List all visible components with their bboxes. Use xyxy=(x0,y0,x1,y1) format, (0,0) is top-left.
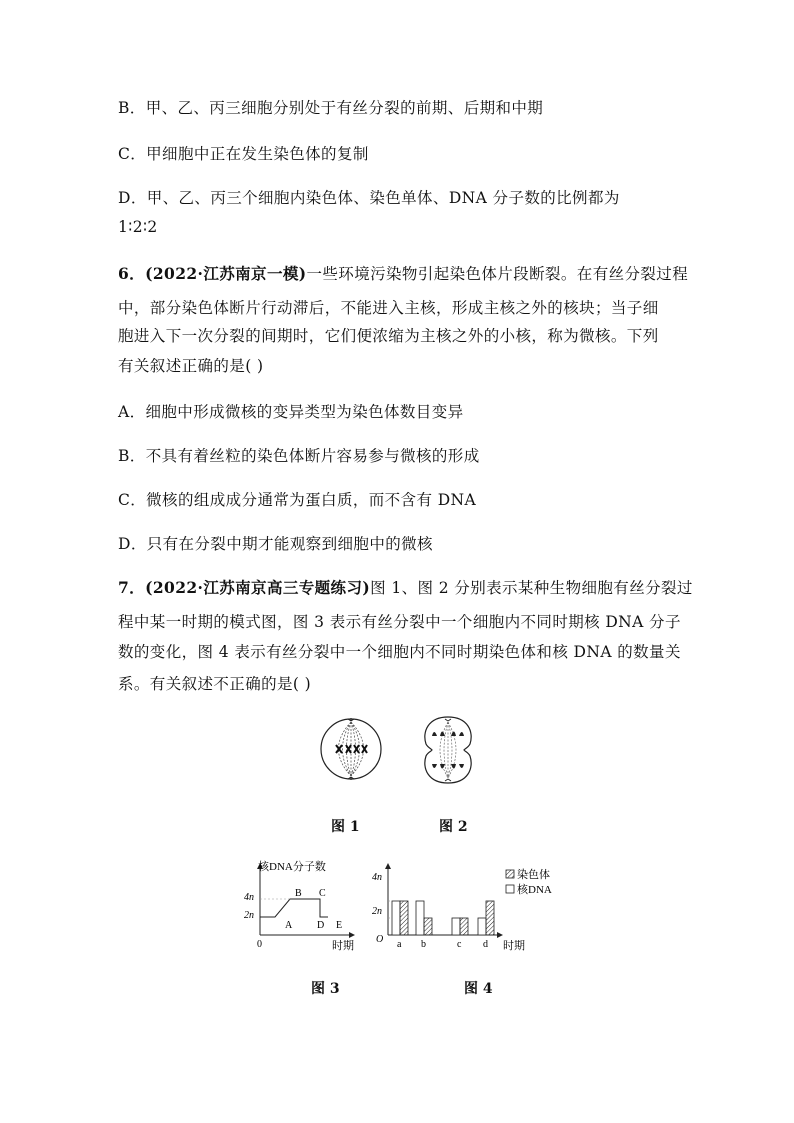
q6-stem-line1 xyxy=(118,262,688,284)
q7-stem-line1 xyxy=(118,576,693,598)
fig3-origin: 0 xyxy=(257,939,262,950)
q6-option-d: D．只有在分裂中期才能观察到细胞中的微核 xyxy=(118,535,433,553)
fig3-point-label-c: C xyxy=(319,888,326,899)
q6-stem-line4: 有关叙述正确的是( ) xyxy=(118,357,264,375)
q7-stem-line3: 数的变化，图 4 表示有丝分裂中一个细胞内不同时期染色体和核 DNA 的数量关 xyxy=(118,643,681,661)
fig3-series-group xyxy=(260,888,342,931)
q7-stem-line4: 系。有关叙述不正确的是( ) xyxy=(118,675,312,693)
q6-option-a: A．细胞中形成微核的变异类型为染色体数目变异 xyxy=(118,403,464,421)
fig4-legend xyxy=(506,867,552,896)
fig4-bar-dna-c xyxy=(452,918,460,935)
fig3-point-label-e: E xyxy=(336,920,343,931)
fig4-bar-dna-a xyxy=(392,901,400,935)
fig4-xtick-a: a xyxy=(397,939,402,950)
fig4-bar-dna-b xyxy=(416,901,424,935)
q5-option-b: B．甲、乙、丙三细胞分别处于有丝分裂的前期、后期和中期 xyxy=(118,99,544,117)
fig3-ytick-4n: 4n xyxy=(244,892,254,903)
fig4-ytick-4n: 4n xyxy=(372,872,382,883)
fig3-ylabel: 核DNA分子数 xyxy=(258,861,326,873)
fig4-bar-chromosome-c xyxy=(460,918,468,935)
fig3-xlabel: 时期 xyxy=(332,940,354,952)
fig3-point-label-b: B xyxy=(295,888,302,899)
fig3-point-label-a: A xyxy=(285,920,293,931)
fig3-point-label-d: D xyxy=(317,920,325,931)
q6-stem-line3: 胞进入下一次分裂的间期时，它们便浓缩为主核之外的小核，称为微核。下列 xyxy=(118,327,659,345)
legend-label-chromosome: 染色体 xyxy=(517,869,550,881)
fig4-origin: O xyxy=(376,934,384,945)
figure-1-caption: 图 1 xyxy=(331,819,360,835)
fig3-ytick-2n: 2n xyxy=(244,910,254,921)
fig3-line xyxy=(260,899,328,917)
fig4-xtick-d: d xyxy=(483,939,488,950)
fig4-bar-chromosome-b xyxy=(424,918,432,935)
fig4-bar-chromosome-a xyxy=(400,901,408,935)
fig4-ytick-2n: 2n xyxy=(372,906,382,917)
legend-swatch-dna xyxy=(506,885,514,893)
q6-option-c: C．微核的组成成分通常为蛋白质，而不含有 DNA xyxy=(118,491,477,509)
figure-4-caption: 图 4 xyxy=(464,981,493,997)
figure-1-cell-diagram xyxy=(318,716,384,782)
q6-source: 6．(2022·江苏南京一模) xyxy=(118,264,307,283)
q6-stem-text1: 一些环境污染物引起染色体片段断裂。在有丝分裂过程 xyxy=(306,265,689,283)
q5-option-c: C．甲细胞中正在发生染色体的复制 xyxy=(118,145,369,163)
q6-stem-line2: 中，部分染色体断片行动滞后，不能进入主核，形成主核之外的核块；当子细 xyxy=(118,299,659,317)
figure-2-cell-diagram xyxy=(418,714,478,786)
fig4-xtick-c: c xyxy=(457,939,462,950)
fig4-bar-dna-d xyxy=(478,918,486,935)
q6-option-b: B．不具有着丝粒的染色体断片容易参与微核的形成 xyxy=(118,447,480,465)
legend-swatch-chromosome xyxy=(506,870,514,878)
figure-2-caption: 图 2 xyxy=(439,819,468,835)
figure-3-line-chart xyxy=(240,858,360,958)
figure-4-bar-chart xyxy=(370,858,570,958)
figure-3-caption: 图 3 xyxy=(311,981,340,997)
q7-stem-text1: 图 1、图 2 分别表示某种生物细胞有丝分裂过 xyxy=(370,579,693,597)
q5-option-d-line1: D．甲、乙、丙三个细胞内染色体、染色单体、DNA 分子数的比例都为 xyxy=(118,189,620,207)
q5-option-d-line2: 1∶2∶2 xyxy=(118,218,158,236)
q7-stem-line2: 程中某一时期的模式图，图 3 表示有丝分裂中一个细胞内不同时期核 DNA 分子 xyxy=(118,613,681,631)
fig4-xlabel: 时期 xyxy=(503,940,525,952)
fig4-bar-chromosome-d xyxy=(486,901,494,935)
q7-source: 7．(2022·江苏南京高三专题练习) xyxy=(118,578,371,597)
fig4-xtick-b: b xyxy=(421,939,426,950)
legend-label-dna: 核DNA xyxy=(517,884,552,896)
fig4-bars-group xyxy=(388,901,494,950)
